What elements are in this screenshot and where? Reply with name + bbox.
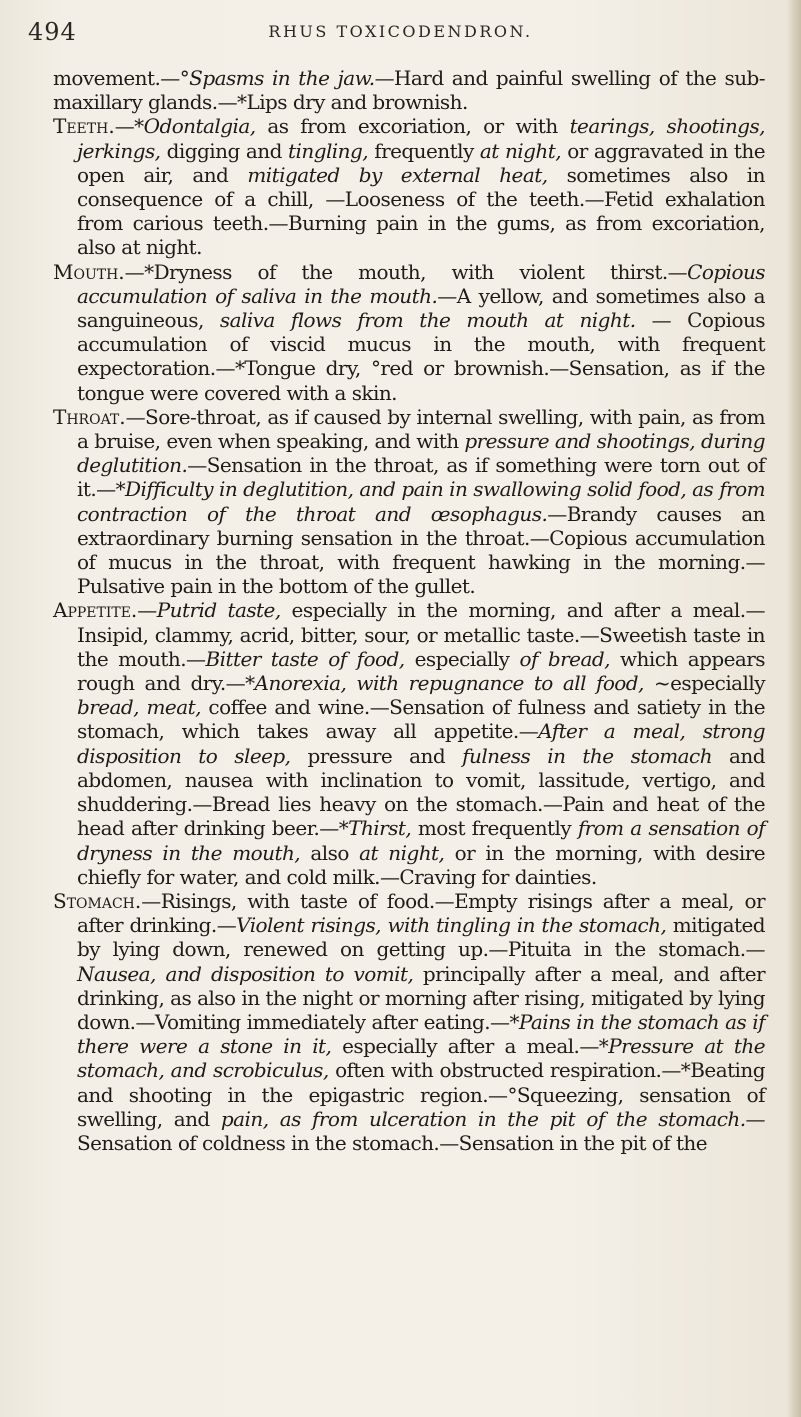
italic-text: fulness in the stomach (462, 743, 713, 768)
italic-text: tearings, shootings, jerkings, (77, 114, 765, 163)
text-run: — Copious accumulation of viscid mucus in the mouth, with frequent expectoration.—*Tongue dry, °red or brownish.—Sensation, as if the tongue were covered with a skin. (77, 308, 765, 405)
italic-text: Pains in the stomach as if there were a stone in it, (77, 1009, 765, 1059)
symptom-entry (53, 114, 765, 259)
section-heading: Teeth. (53, 114, 115, 139)
text-run: —Sensation in the throat, as if something were torn out of it.—* (77, 453, 765, 502)
text-run: movement.—° (53, 66, 190, 90)
italic-text: Violent risings, with tingling in the stomach, (236, 913, 667, 938)
text-run: especially (404, 646, 520, 671)
text-run: or aggravated in the open air, and (77, 138, 765, 187)
text-run: —Hard and painful swelling of the sub-maxillary glands.—*Lips dry and brownish. (53, 66, 765, 115)
italic-text: saliva flows from the mouth at night. (219, 308, 636, 333)
italic-text: Copious accumulation of saliva in the mouth. (77, 259, 765, 308)
text-run: especially in the morning, and after a meal.—Insipid, clammy, acrid, bitter, sour, or metallic taste.—Sweetish taste in the mouth.— (77, 598, 765, 671)
text-run: —*Dryness of the mouth, with violent thirst.— (124, 259, 688, 284)
text-run: principally after a meal, and after drinking, as also in the night or morning after rising, mitigated by lying down.—Vomiting immediately after eating.—* (77, 961, 765, 1034)
italic-text: Difficulty in deglutition, and pain in swallowing solid food, as from contraction of the throat and œsophagus. (77, 477, 765, 526)
symptom-entry (53, 598, 765, 888)
italic-text: mitigated by external heat, (247, 162, 548, 187)
text-run: especially after a meal.—* (331, 1034, 609, 1059)
italic-text: pressure and shootings, during deglutition. (77, 429, 765, 478)
italic-text: Pressure at the stomach, and scrobiculus, (77, 1034, 766, 1083)
text-run: also (300, 840, 360, 865)
text-run: —A yellow, and sometimes also a sanguineous, (77, 283, 766, 333)
text-run: —Sensation of coldness in the stomach.—Sensation in the pit of the (77, 1106, 765, 1155)
page-number: 494 (28, 18, 77, 46)
italic-text: pain, as from ulceration in the pit of the stomach. (220, 1106, 746, 1131)
symptom-entry (53, 405, 765, 599)
text-run: digging and (160, 138, 289, 163)
text-run: or in the morning, with desire chiefly for water, and cold milk.—Craving for dainties. (77, 840, 765, 889)
italic-text: Putrid taste, (156, 598, 281, 623)
italic-text: at night, (359, 840, 445, 865)
text-run: as from excoriation, or with (255, 114, 570, 139)
italic-text: Thirst, (348, 816, 412, 841)
page-header (0, 18, 801, 58)
text-run: frequently (368, 138, 480, 163)
symptom-entry (53, 889, 765, 1155)
section-heading: Throat. (53, 404, 126, 429)
italic-text: tingling, (288, 138, 369, 163)
text-run: —Sore-throat, as if caused by internal swelling, with pain, as from a bruise, even when speaking, and with (77, 404, 765, 454)
italic-text: Bitter taste of food, (205, 646, 405, 671)
italic-text: Anorexia, with repugnance to all food, (254, 671, 644, 696)
text-run: —Brandy causes an extraordinary burning sensation in the throat.—Copious accumulation of mucus in the throat, with frequent hawking in the morning.—Pulsative pain in the bottom of the gullet. (77, 501, 765, 599)
text-run: most frequently (411, 816, 578, 841)
text-run: — (137, 598, 157, 623)
section-heading: Appetite. (53, 598, 138, 623)
italic-text: from a sensation of dryness in the mouth, (77, 816, 765, 865)
text-run: and abdomen, nausea with inclination to vomit, lassitude, vertigo, and shuddering.—Bread lies heavy on the stomach.—Pain and heat of the head after drinking beer.—* (77, 743, 766, 841)
italic-text: at night, (479, 138, 562, 163)
page-edge-shadow (787, 0, 801, 1417)
italic-text: bread, meat, (77, 695, 201, 720)
text-run: sometimes also in consequence of a chill, —Looseness of the teeth.—Fetid exhalation from carious teeth.—Burning pain in the gums, as from excoriation, also at night. (77, 162, 765, 260)
italic-text: Nausea, and disposition to vomit, (77, 961, 414, 986)
text-run: pressure and (290, 743, 463, 768)
text-run: —Risings, with taste of food.—Empty risings after a meal, or after drinking.— (77, 888, 765, 938)
section-heading: Stomach. (53, 888, 142, 913)
text-run: ~especially (643, 671, 765, 696)
italic-text: After a meal, strong disposition to sleep, (77, 719, 765, 768)
italic-text: Odontalgia, (143, 114, 256, 139)
symptom-entry (53, 260, 765, 405)
running-title: RHUS TOXICODENDRON. (268, 22, 533, 41)
text-run: mitigated by lying down, renewed on getting up.—Pituita in the stomach.— (77, 913, 765, 962)
body-text (53, 66, 765, 1155)
italic-text: Spasms in the jaw. (189, 66, 375, 90)
italic-text: of bread, (519, 646, 610, 671)
text-run: which appears rough and dry.—* (77, 646, 766, 696)
text-run: often with obstructed respiration.—*Beating and shooting in the epigastric region.—°Squeezing, sensation of swelling, and (77, 1058, 765, 1131)
text-run: —* (114, 114, 144, 139)
symptom-entry (53, 66, 765, 114)
section-heading: Mouth. (53, 259, 125, 284)
text-run: coffee and wine.—Sensation of fulness and satiety in the stomach, which takes away all appetite.— (77, 695, 765, 744)
